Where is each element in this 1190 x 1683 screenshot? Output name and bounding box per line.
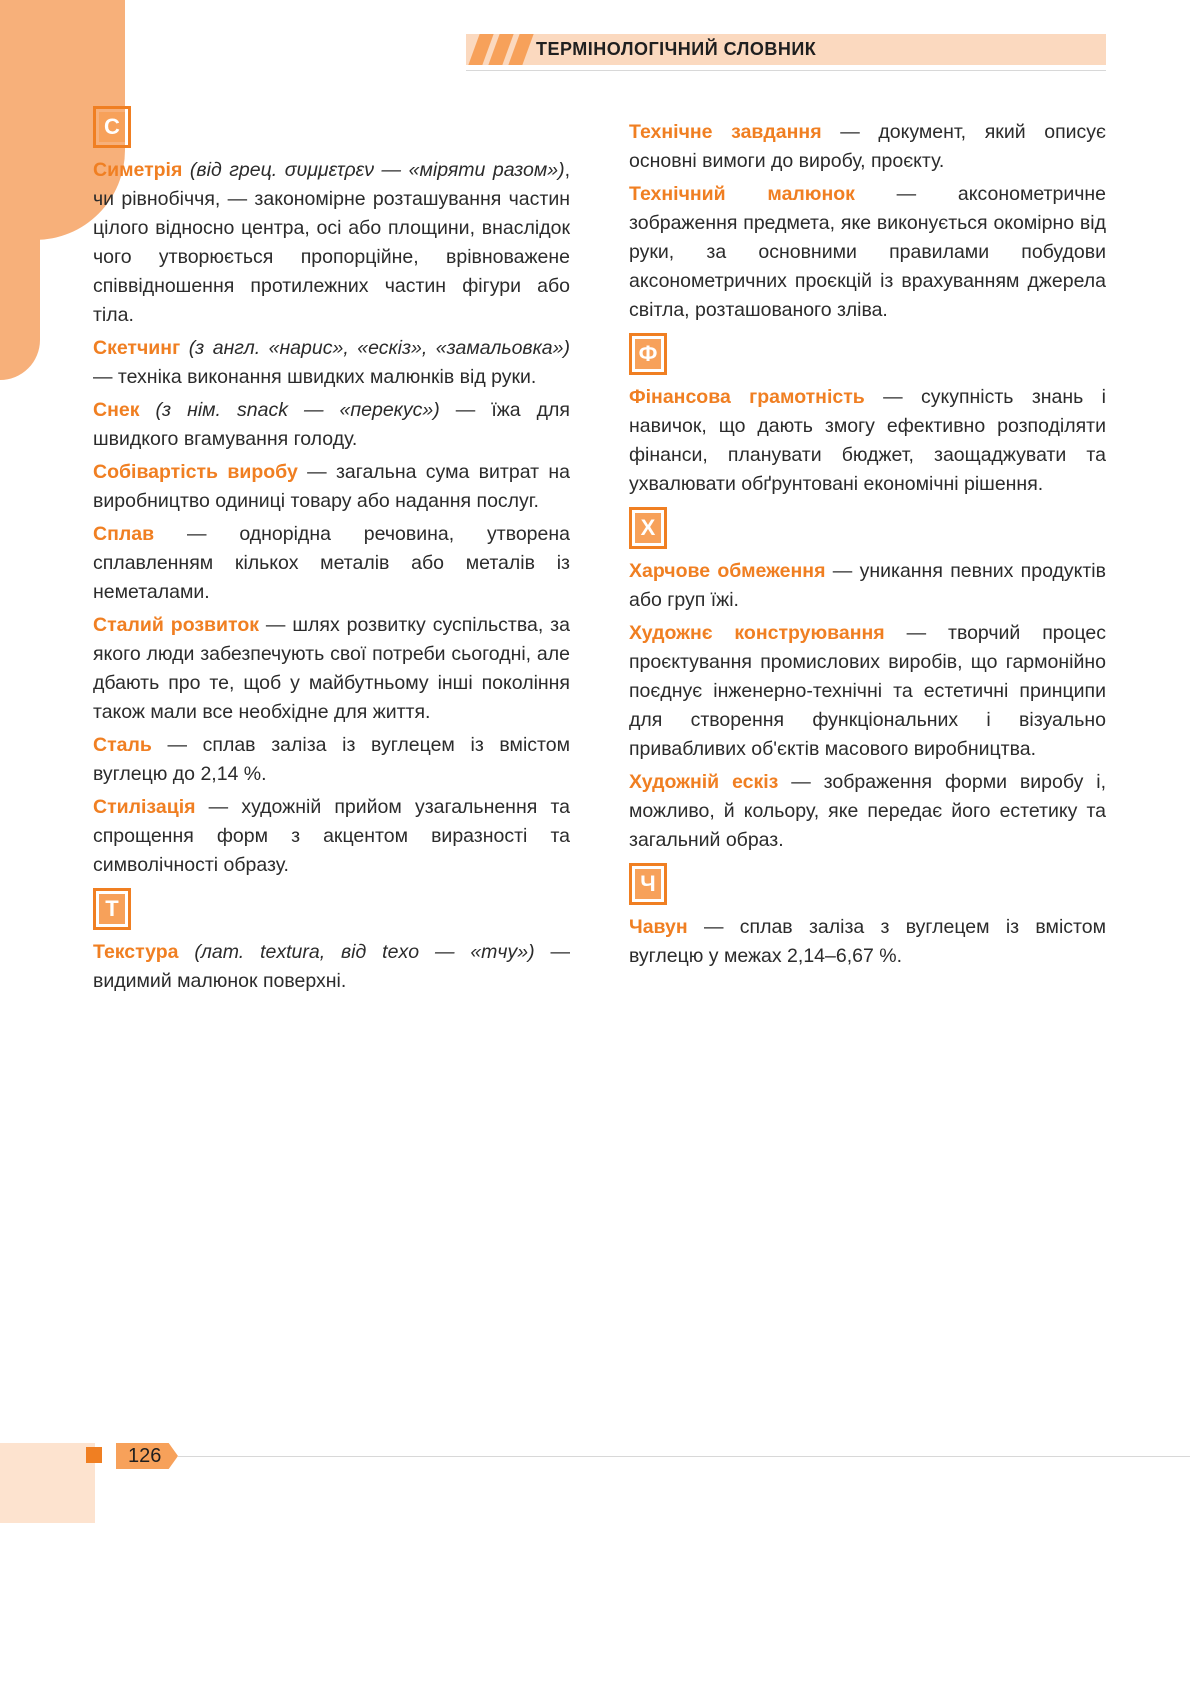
term-definition: — однорідна речовина, утворена сплавленням кількох металів або металів із неметалами.	[93, 523, 570, 603]
glossary-term: Собівартість виробу	[93, 461, 298, 483]
letter-marker-s: С	[93, 106, 131, 148]
term-definition: — аксонометричне зображення предмета, яке виконується окомірно від руки, за основними правилами побудови аксонометричних проєкцій із врахуванням джерела світла, розташованого зліва.	[629, 183, 1106, 321]
glossary-entry	[93, 731, 570, 789]
left-column	[93, 106, 570, 1000]
letter-marker-f: Ф	[629, 333, 667, 375]
term-origin: (лат. textura, від texo — «тчу»)	[178, 941, 535, 963]
term-definition: — видимий малюнок поверхні.	[93, 941, 571, 992]
glossary-entry	[93, 793, 570, 880]
right-column	[629, 118, 1106, 975]
footer-decoration	[0, 1443, 95, 1523]
glossary-entry	[93, 334, 570, 392]
letter-marker-ch: Ч	[629, 863, 667, 905]
footer-square	[86, 1447, 102, 1463]
glossary-term: Художнє конструювання	[629, 622, 885, 644]
glossary-entry	[93, 396, 570, 454]
term-definition: — зображення форми виробу і, можливо, й кольору, яке передає його естетику та загальний образ.	[629, 771, 1106, 851]
glossary-entry	[93, 520, 570, 607]
term-definition: — техніка виконання швидких малюнків від руки.	[93, 366, 537, 388]
term-definition: — сукупність знань і навичок, що дають змогу ефективно розподіляти фінанси, планувати бюджет, заощаджувати та ухвалювати обґрунтовані економічні рішення.	[629, 386, 1106, 495]
glossary-entry	[93, 156, 570, 330]
term-definition: — документ, який описує основні вимоги до виробу, проєкту.	[629, 121, 1106, 172]
glossary-entry	[629, 768, 1106, 855]
glossary-term: Скетчинг	[93, 337, 181, 359]
term-definition: — їжа для швидкого вгамування голоду.	[93, 399, 570, 450]
term-origin: (з нім. snack — «перекус»)	[139, 399, 440, 421]
glossary-term: Художній ескіз	[629, 771, 779, 793]
glossary-term: Сталий розвиток	[93, 614, 259, 636]
glossary-term: Сталь	[93, 734, 152, 756]
term-definition: — творчий процес проєктування промислових виробів, що гармонійно поєднує інженерно-технічні та естетичні принципи для створення функціональних і візуально привабливих об'єктів масового виробництва.	[629, 622, 1107, 760]
glossary-term: Стилізація	[93, 796, 196, 818]
term-definition: — шлях розвитку суспільства, за якого люди забезпечують свої потреби сьогодні, але дбають про те, щоб у майбутньому інші покоління також мали все необхідне для життя.	[93, 614, 570, 723]
header-divider	[466, 70, 1106, 71]
glossary-term: Симетрія	[93, 159, 183, 181]
term-definition: — загальна сума витрат на виробництво одиниці товару або надання послуг.	[93, 461, 570, 512]
header-stripes	[466, 34, 536, 65]
term-origin: (з англ. «нарис», «ескіз», «замальовка»)	[180, 337, 570, 359]
glossary-entry	[629, 913, 1106, 971]
glossary-entry	[629, 619, 1106, 764]
glossary-term: Чавун	[629, 916, 688, 938]
term-origin: (від грец. συμμετρεν — «міряти разом»)	[182, 159, 565, 181]
term-definition: — уникання певних продуктів або груп їжі.	[629, 560, 1106, 611]
letter-marker-kh: Х	[629, 507, 667, 549]
section-title: ТЕРМІНОЛОГІЧНИЙ СЛОВНИК	[536, 39, 817, 59]
glossary-entry	[629, 383, 1106, 499]
glossary-term: Технічне завдання	[629, 121, 822, 143]
term-definition: , чи рівнобіччя, — закономірне розташування частин цілого відносно центра, осі або площини, внаслідок чого утворюється пропорційне, врівноважене співвідношення протилежних частин фігури або тіла.	[93, 159, 570, 326]
term-definition: — художній прийом узагальнення та спрощення форм з акцентом виразності та символічності образу.	[93, 796, 570, 876]
glossary-entry	[629, 557, 1106, 615]
glossary-term: Текстура	[93, 941, 179, 963]
glossary-term: Харчове обмеження	[629, 560, 826, 582]
page-number: 126	[128, 1445, 162, 1467]
glossary-term: Снек	[93, 399, 140, 421]
glossary-entry	[629, 118, 1106, 176]
term-definition: — сплав заліза з вуглецем із вмістом вуглецю у межах 2,14–6,67 %.	[629, 916, 1106, 967]
glossary-term: Фінансова грамотність	[629, 386, 865, 408]
glossary-term: Сплав	[93, 523, 155, 545]
glossary-entry	[93, 938, 570, 996]
glossary-entry	[93, 611, 570, 727]
glossary-entry	[629, 180, 1106, 325]
glossary-term: Технічний малюнок	[629, 183, 855, 205]
footer-divider	[178, 1456, 1190, 1457]
glossary-entry	[93, 458, 570, 516]
term-definition: — сплав заліза із вуглецем із вмістом вуглецю до 2,14 %.	[93, 734, 570, 785]
letter-marker-t: Т	[93, 888, 131, 930]
